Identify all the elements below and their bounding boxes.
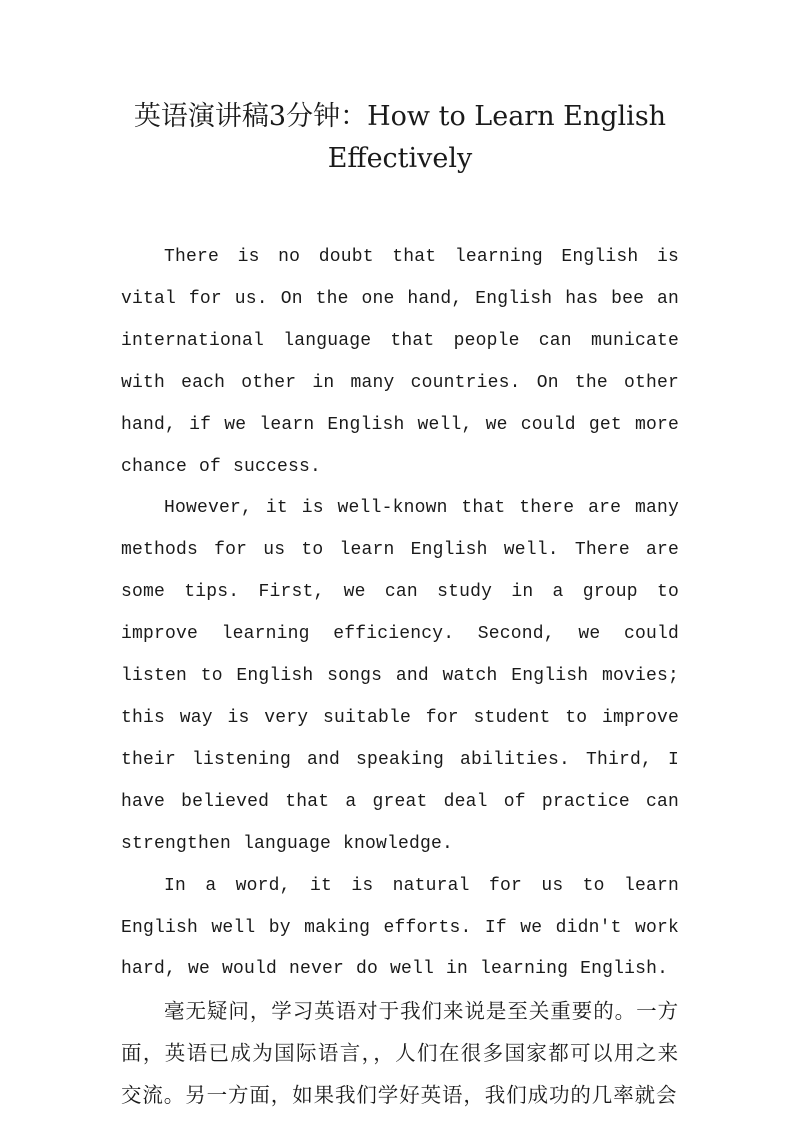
paragraph-3: In a word, it is natural for us to learn English well by making efforts. If we didn't work hard, we would never do well in learning English. xyxy=(121,875,679,980)
document-title: 英语演讲稿3分钟：How to Learn English Effectively xyxy=(133,101,667,174)
paragraph-1: There is no doubt that learning English is vital for us. On the one hand, English has bee an international language that people can municate with each other in many countries. On the other hand, if we learn English well, we could get more chance of success. xyxy=(121,247,679,477)
paragraph-2: However, it is well-known that there are many methods for us to learn English well. There are some tips. First, we can study in a group to improve learning efficiency. Second, we could listen to English songs and watch English movies; this way is very suitable for student to improve their listening and speaking abilities. Third, I have believed that a great deal of practice can strengthen language knowledge. xyxy=(121,498,679,854)
document-body xyxy=(121,237,679,1117)
paragraph-4-chinese: 毫无疑问，学习英语对于我们来说是至关重要的。一方面，英语已成为国际语言，，人们在很多国家都可以用之来交流。另一方面，如果我们学好英语，我们成功的几率就会 xyxy=(121,999,679,1108)
